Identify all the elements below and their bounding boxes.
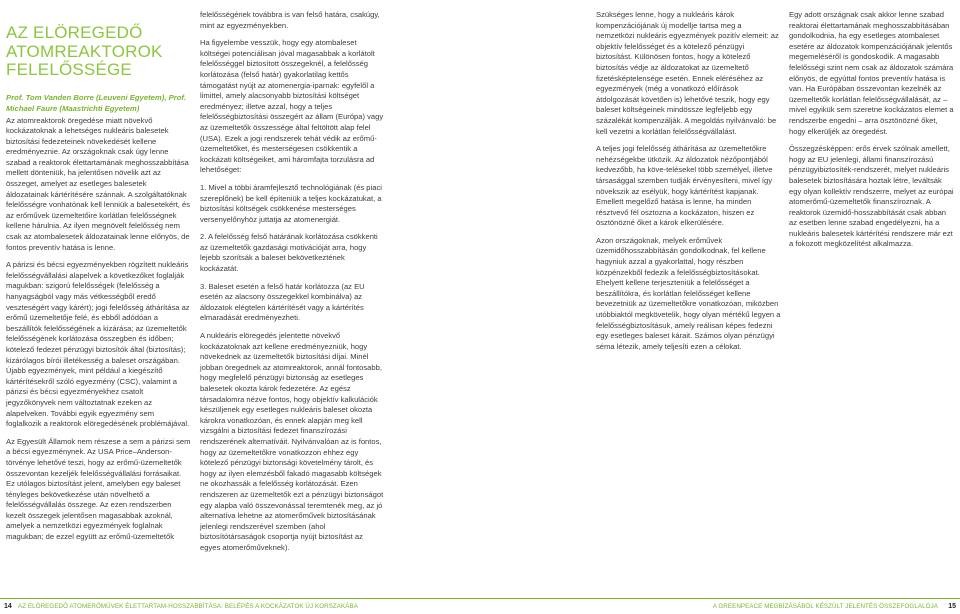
paragraph: A párizsi és bécsi egyezményekben rögzített nukleáris felelősségvállalási alapelvek a következőket foglalják magukban: szigorú felelősségek (felelősség a hanyagságból vagy más vétkességből eredő veszteségért vagy kárért); jogi felelősség áthárítása az erőmű üzemeltetője felé, és ebből adódóan a beszállítók felelősségének a kizárása; az üzemeltetők felelősségének korlátozása összegben és időben; kötelező fedezet pénzügyi biztosítók által (biztosítás); kizárólagos bírói illetékesség a baleset országában. Újabb egyezmények, mint például a kiegészítő kártérítésekről szóló egyezmény (CSC), valamint a párizsi és bécsi egyezményekhez csatolt jegyzőkönyvek nem változtatnak ezeken az alapelveken. További egyik egyezmény sem foglalkozik a reaktorok elöregedésének problémájával. xyxy=(6,260,190,429)
list-item: 3. Baleset esetén a felső határ korlátozza (az EU esetén az alacsony összegekkel kombinálva) az áldozatok elégtelen kártérítését vagy a kártérítés elmaradását eredményezheti. xyxy=(200,281,365,323)
footer-title-left: AZ ELÖREGEDŐ ATOMERŐMŰVEK ÉLETTARTAM-HOSSZABBÍTÁSA: BELÉPÉS A KOCKÁZATOK ÚJ KORSZAKÁBA xyxy=(18,603,358,610)
page-number-right: 15 xyxy=(948,603,956,610)
paragraph: Egy adott országnak csak akkor lenne szabad reaktorai élettartamának meghosszabbításában gondolkodnia, ha egy esetleges atombaleset esetére az áldozatok kompenzációjának jelentős megemeléséről is gondoskodik. A magasabb felelősségi szint nem csak az áldozatok számára előnyös, de egyúttal fontos preventív hatása is van. Ha Európában összevontan kezelnék az üzemeltetők korlátlan felelősségvállalását, az – mivel egyikük sem szeretne kockázatos elemet a rendszerbe engedni – arra ösztönözné őket, hogy elkerüljék az öregedést. xyxy=(789,10,954,136)
paragraph: A teljes jogi felelősség áthárítása az üzemeltetőkre nehézségekbe ütközik. Az áldozatok nézőpontjából kedvezőbb, ha köve-telésekel több személyel, illetve társasággal szemben tudják érvényesíteni, mivel így növekszik az esélyük, hogy kártérítést kapjanak. Emellett megelőző hatása is lenne, ha minden résztvevő fél osztozna a kockázaton, hiszen ez ösztönözné őket a károk elkerülésére. xyxy=(596,144,773,228)
paragraph: Összegzésképpen: erős érvek szólnak amellett, hogy az EU jelenlegi, állami finanszírozású pénzügyibiztosíték-rendszerét, melyet nukleáris balesetek biztosítására hoztak létre, leváltsák egy olyan kollektív rendszerre, melyet az európai atomerőmű-üzemeltetők finanszíroznak. A reaktorok üzemidő-hosszabbítását csak abban az esetben lenne szabad engedélyezni, ha a nukleáris balesetek kártérítési rendszere már ezt a fokozott megközelítést alkalmazza. xyxy=(789,144,954,249)
paragraph: A nukleáris elöregedés jelentette növekvő kockázatoknak azt kellene eredményezniük, hogy növekednek az üzemeltetők biztosítási díjai. Minél jobban öregednek az atomreaktorok, annál fontosabb, hogy megfelelő pénzügyi biztonság az esetleges balesetek okozta károk fedezetére. Az egész társadalomra nézve fontos, hogy objektív kalkulációk készüljenek egy esetleges nukleáris baleset okozta károkra vonatkozóan, és ennek alapján meg kell vizsgálni a biztosítási fedezet finanszírozási rendszerének alternatíváit. Nyilvánvalóan az is fontos, hogy az üzemeltetőkre vonatkozzon ehhez egy kötelező pénzügyi biztonsági követelmény tárolt, és hogy az ilyen elemzésből fakadó magasabb költségek ne okozhassák a felelősség korlátozását. Ezen rendszeren az üzemeltetők ezt a pénzügyi biztonságot egy alapba való összevonással teremtenék meg, az jó alternatíva lehetne az atomerőművek biztosításának jelenlegi rendszerével szemben (ahol biztosítótársaságok csoportja nyújt biztosítást az egyes atomerőműveknek). xyxy=(200,331,384,552)
list-item: 1. Mivel a többi áramfejlesztő technológiának (és piaci szereplőnek) be kell építeniük a teljes kockázatukat, a biztosítási költségek csökkenése mesterséges versenyelőnyhöz juttatja az atomenergiát. xyxy=(200,182,382,224)
column-4 xyxy=(789,10,955,257)
page-number-left: 14 xyxy=(4,603,12,610)
report-title: AZ ELÖREGEDŐ ATOMREAKTOROK FELELŐSSÉGE xyxy=(6,23,163,79)
paragraph: Szükséges lenne, hogy a nukleáris károk kompenzációjának új modellje tartsa meg a nemzetközi nukleáris egyezmények pozitív elemeit: az objektív felelősséget és a kötelező pénzügyi biztosítást. Különösen fontos, hogy a kötelező biztosítás védje az áldozatokat az üzemeltető fizetésképtelensége esetén. Ennek eléréséhez az egyezmények (még a vonatkozó előírások átdolgozását követően is) lehetővé teszik, hogy egy baleset költségeinek mindössze legfeljebb egy százalékát kompenzálják. A megoldás nyilvánvaló: be kell vezetni a korlátlan felelősségvállalást. xyxy=(596,10,779,136)
column-1 xyxy=(6,10,191,550)
paragraph: felelősségének továbbra is van felső határa, csakúgy, mint az egyezményekben. xyxy=(200,10,380,30)
paragraph: Az atomreaktorok öregedése miatt növekvő kockázatoknak a lehetséges nukleáris balesetek biztosítási fedezeteinek növekedését kellene eredményeznie. Az országoknak csak úgy lenne szabad a reaktorok élettartamának meghosszabbítása mellett dönteniük, ha jelentősen növelik azt az összeget, amelyet az esetleges balesetek áldozatainak kártérítésére szánnak. A szolgáltatóknak felelősségre vonhatónak kell lenniük a balesetekért, és az erőművek üzemeltetőire korlátlan felelősségnek kellene hárulnia. Az ilyen megnövelt felelősség nem csak az atombalesetek áldozatainak lenne előnyös, de fontos preventív hatása is lenne. xyxy=(6,115,191,252)
list-item: 2. A felelősség felső határának korlátozása csökkenti az üzemeltetők gazdasági motivációját arra, hogy lejebb szorítsák a baleset bekövetkeztének kockázatát. xyxy=(200,232,378,274)
paragraph: Az Egyesült Államok nem részese a sem a párizsi sem a bécsi egyezménynek. Az USA Price–Anderson-törvénye lehetővé teszi, hogy az erőmű-üzemeltetők összevontan kezeljék felelősségvállalási forrásaikat. Ez utólagos biztosítást jelent, amelyben egy baleset tényleges bekövetkezése után növelhető a felelősségvállalás összege. Az ezen rendszerben kezelt összegek jelentősen magasabbak azoknál, amelyek a nemzetközi egyezmények foglalnak magukban; de ezzel együtt az erőmű-üzemeltetők xyxy=(6,436,191,542)
column-2 xyxy=(200,10,385,561)
footer-title-right: A GREENPEACE MEGBÍZÁSÁBÓL KÉSZÜLT JELENTÉS ÖSSZEFOGLALÓJA xyxy=(712,603,938,610)
page-footer xyxy=(0,598,960,614)
paragraph: Azon országoknak, melyek erőművek üzemidőhosszabbításán gondolkodnak, fel kellene hagyniuk azzal a gyakorlattal, hogy részben közpénzekből fedezik a felelősségbiztosításokat. Ehelyett kellene terjeszteniük a felelősséget a beszállítókra, és korlátlan felelősséget kellene bevezetniük az üzemeltetőkre vonatkozóan, miközben utóbbiaktól megkövetelik, hogy olyan mértékű legyen a felelősségbiztosításuk, amely reálisan képes fedezni egy esetleges baleset kárait. Számos olyan pénzügyi séma létezik, amely teljesíti ezen a célokat. xyxy=(596,235,781,351)
paragraph: Ha figyelembe vesszük, hogy egy atombaleset költségei potenciálisan jóval magasabbak a korlátolt felelősséggel biztosított összegeknél, a felelősség korlátozása (felső határ) gyakorlatilag kettős támogatást nyújt az atomenergia-iparnak: egyfelől a limittel, amely alacsonyabb biztosítási költséget eredményez; illetve azzal, hogy a teljes felelősségbiztosítási összegért az állam (Európa) vagy az üzemeltetők összessége által feltöltött alap felel (USA). Ezek a jogi rendszerek tehát védik az erőmű-üzemeltetőket, és mesterségesen csökkentik a kockázati költségeiket, ami háromfajta torzulásra ad lehetőséget: xyxy=(200,38,384,175)
column-3 xyxy=(596,10,781,359)
authors: Prof. Tom Vanden Borre (Leuveni Egyetem), Prof. Michael Faure (Maastrichti Egyetem) xyxy=(6,92,187,113)
